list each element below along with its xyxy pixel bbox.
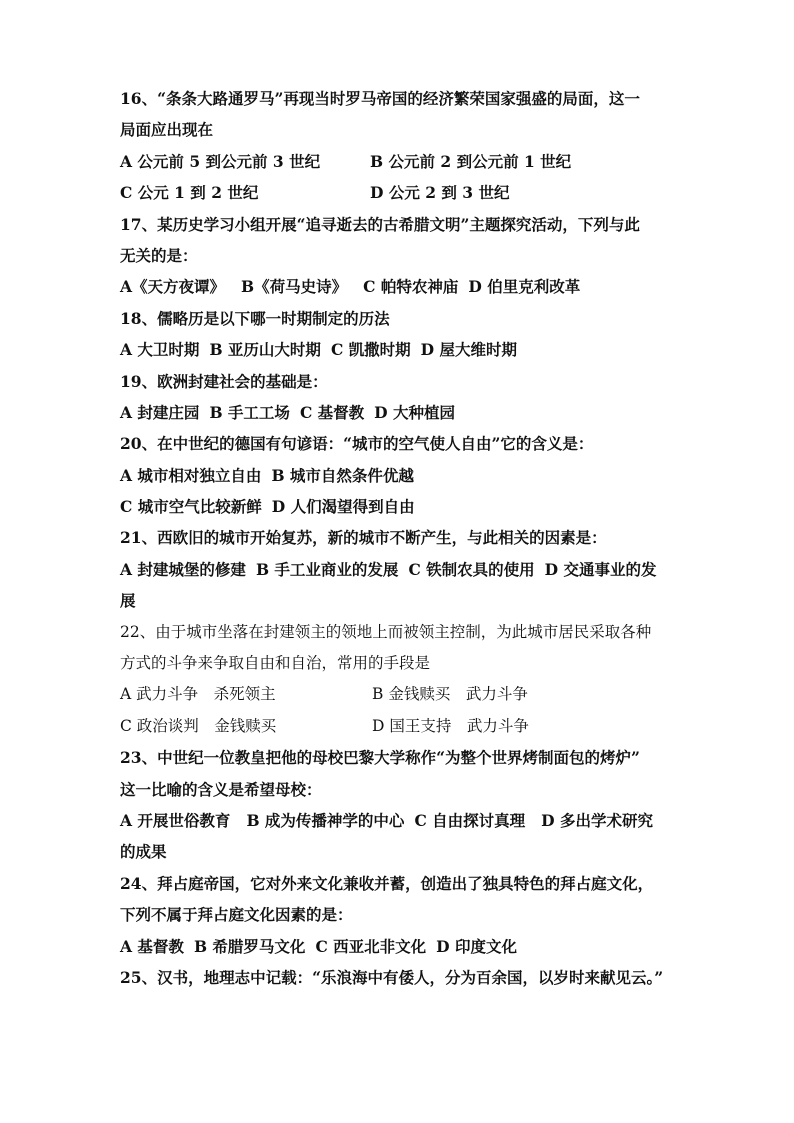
question-24-option-d: D 印度文化 (436, 936, 518, 956)
question-20-options-row-1 (120, 460, 680, 491)
question-19-option-a: A 封建庄园 (120, 402, 200, 422)
question-17-stem-line-1: 17、某历史学习小组开展“追寻逝去的古希腊文明”主题探究活动，下列与此 (120, 214, 640, 234)
question-23-option-b: B 成为传播神学的中心 (246, 810, 405, 830)
question-16-option-c: C 公元 1 到 2 世纪 (120, 183, 259, 203)
question-17-option-a: A《天方夜谭》 (120, 277, 226, 297)
question-19-option-b: B 手工工场 (209, 402, 290, 422)
question-24-option-a: A 基督教 (120, 936, 184, 956)
question-21-option-a: A 封建城堡的修建 (120, 559, 246, 579)
question-18-option-b: B 亚历山大时期 (209, 340, 321, 360)
exam-page (120, 83, 680, 993)
question-24-option-b: B 希腊罗马文化 (193, 936, 306, 956)
question-23-option-a: A 开展世俗教育 (120, 810, 231, 830)
question-22-option-d: D 国王支持 武力斗争 (372, 716, 529, 735)
question-20-option-d: D 人们渴望得到自由 (271, 497, 415, 517)
question-19-option-c: C 基督教 (299, 402, 365, 422)
question-20-options-row-2 (120, 491, 680, 522)
question-17-option-d: D 伯里克利改革 (468, 277, 581, 297)
question-20-option-c: C 城市空气比较新鲜 (120, 497, 262, 517)
question-22-option-c: C 政治谈判 金钱赎买 (120, 716, 277, 735)
question-16-option-d: D 公元 2 到 3 世纪 (370, 183, 510, 203)
question-21-option-c: C 铁制农具的使用 (408, 559, 535, 579)
question-21-option-b: B 手工业商业的发展 (255, 559, 399, 579)
question-23-option-c: C 自由探讨真理 (414, 810, 526, 830)
question-20-stem: 20、在中世纪的德国有句谚语：“城市的空气使人自由”它的含义是： (120, 434, 594, 454)
question-22-option-b: B 金钱赎买 武力斗争 (372, 685, 528, 704)
question-16-stem-line-1: 16、“条条大路通罗马”再现当时罗马帝国的经济繁荣国家强盛的局面，这一 (120, 89, 640, 108)
question-24-option-c: C 西亚北非文化 (315, 936, 427, 956)
question-24-stem-line-2: 下列不属于拜占庭文化因素的是： (120, 905, 353, 925)
question-18-option-d: D 屋大维时期 (420, 340, 518, 360)
question-18-stem: 18、儒略历是以下哪一时期制定的历法 (120, 308, 390, 328)
question-20-option-a: A 城市相对独立自由 (120, 465, 262, 485)
question-22-options-row-1 (120, 679, 680, 710)
question-24-stem-line-1: 24、拜占庭帝国，它对外来文化兼收并蓄，创造出了独具特色的拜占庭文化， (120, 873, 654, 893)
question-22-option-a: A 武力斗争 杀死领主 (120, 685, 276, 704)
question-18-option-a: A 大卫时期 (120, 340, 200, 360)
question-21-stem: 21、西欧旧的城市开始复苏，新的城市不断产生，与此相关的因素是： (120, 528, 607, 548)
question-23-stem-line-2: 这一比喻的含义是希望母校： (120, 779, 322, 799)
question-17-stem-line-2: 无关的是： (120, 245, 198, 265)
question-23-option-d: D 多出学术研究 (541, 810, 654, 830)
question-23-option-d-wrap: 的成果 (120, 842, 167, 862)
question-17-option-b: B《荷马史诗》 (241, 277, 348, 297)
question-20-option-b: B 城市自然条件优越 (271, 465, 414, 485)
question-22-stem-line-1: 22、由于城市坐落在封建领主的领地上而被领主控制，为此城市居民采取各种 (120, 622, 652, 641)
question-19-stem: 19、欧洲封建社会的基础是： (120, 371, 328, 391)
question-23-options (120, 805, 680, 836)
question-21-option-d-wrap: 展 (120, 591, 136, 611)
question-18-option-c: C 凯撒时期 (330, 340, 411, 360)
question-16-option-a: A 公元前 5 到公元前 3 世纪 (120, 151, 321, 171)
question-16-option-b: B 公元前 2 到公元前 1 世纪 (370, 151, 572, 171)
question-19-option-d: D 大种植园 (374, 402, 456, 422)
question-18-options (120, 334, 680, 365)
question-19-options (120, 397, 680, 428)
question-17-option-c: C 帕特农神庙 (363, 277, 459, 297)
question-23-stem-line-1: 23、中世纪一位教皇把他的母校巴黎大学称作“为整个世界烤制面包的烤炉” (120, 748, 640, 768)
question-25-stem: 25、汉书，地理志中记载：“乐浪海中有倭人，分为百余国，以岁时来献见云。” (120, 967, 664, 987)
question-21-option-d: D 交通事业的发 (544, 559, 657, 579)
question-21-options (120, 554, 680, 585)
question-16-options-row-2 (120, 177, 680, 208)
question-17-options (120, 271, 680, 302)
question-22-stem-line-2: 方式的斗争来争取自由和自治，常用的手段是 (120, 654, 431, 673)
question-24-options (120, 931, 680, 962)
question-16-options-row-1 (120, 146, 680, 177)
question-22-options-row-2 (120, 711, 680, 742)
question-16-stem-line-2: 局面应出现在 (120, 120, 214, 140)
